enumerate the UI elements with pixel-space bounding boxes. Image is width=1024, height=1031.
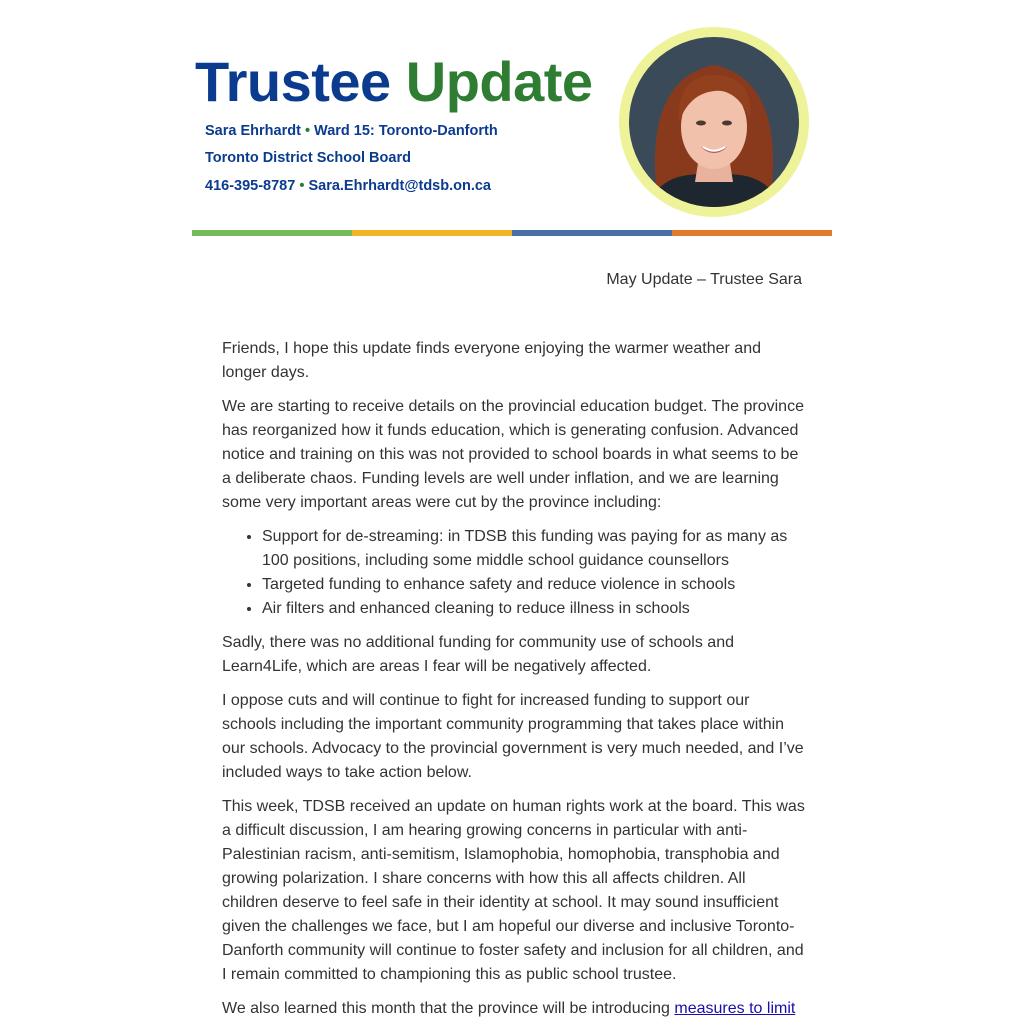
update-label: May Update – Trustee Sara (606, 271, 802, 288)
paragraph-human-rights: This week, TDSB received an update on human rights work at the board. This was a difficult discussion, I am hearing growing concerns in particular with anti-Palestinian racism, anti-semitism, Islamophobia, homophobia, transphobia and growing polarization. I share concerns with how this all affects children. All children deserve to feel safe in their identity at school. It may sound insufficient given the challenges we face, but I am hopeful our diverse and inclusive Toronto-Danforth community will continue to foster safety and inclusion for all children, and I remain committed to championing this as public school trustee. (222, 798, 805, 983)
paragraph-measures (222, 997, 805, 1021)
title-update: Update (405, 50, 593, 113)
cuts-list (222, 525, 805, 621)
divider-yellow (352, 230, 512, 236)
list-item: • Support for de-streaming: in TDSB this funding was paying for as many as 100 positions, including some middle school guidance counsellors (262, 525, 805, 573)
newsletter-title (195, 50, 593, 114)
separator-dot: • (299, 178, 305, 194)
paragraph-advocacy: I oppose cuts and will continue to fight for increased funding to support our schools including the important community programming that takes place within our schools. Advocacy to the provincial government is very much needed, and I’ve included ways to take action below. (222, 692, 804, 781)
trustee-name-ward (205, 123, 498, 139)
trustee-name: Sara Ehrhardt (205, 123, 301, 139)
trustee-portrait (619, 27, 809, 217)
divider-green (192, 230, 352, 236)
school-board: Toronto District School Board (205, 150, 411, 166)
divider-orange (672, 230, 832, 236)
separator-dot: • (304, 123, 311, 139)
list-item: • Air filters and enhanced cleaning to reduce illness in schools (262, 597, 805, 621)
portrait-photo (629, 37, 799, 207)
measures-text: We also learned this month that the province will be introducing (222, 1000, 675, 1017)
paragraph-greeting: Friends, I hope this update finds everyone enjoying the warmer weather and longer days. (222, 340, 761, 381)
phone-number: 416-395-8787 (205, 178, 296, 194)
measures-link[interactable]: measures to limit (674, 1000, 796, 1017)
email-address[interactable]: Sara.Ehrhardt@tdsb.on.ca (308, 178, 491, 194)
masthead (192, 0, 832, 240)
color-divider (192, 230, 832, 236)
list-item: • Targeted funding to enhance safety and reduce violence in schools (262, 573, 805, 597)
paragraph-budget: We are starting to receive details on the provincial education budget. The province has reorganized how it funds education, which is generating confusion. Advanced notice and training on this was not provided to school boards in what seems to be a deliberate chaos. Funding levels are well under inflation, and we are learning some very important areas were cut by the province including: (222, 398, 804, 511)
title-trustee: Trustee (195, 50, 391, 113)
newsletter-body (222, 337, 805, 1031)
divider-blue (512, 230, 672, 236)
ward-label: Ward 15: Toronto-Danforth (314, 123, 498, 139)
paragraph-community: Sadly, there was no additional funding for community use of schools and Learn4Life, which are areas I fear will be negatively affected. (222, 634, 734, 675)
contact-info (205, 178, 491, 194)
